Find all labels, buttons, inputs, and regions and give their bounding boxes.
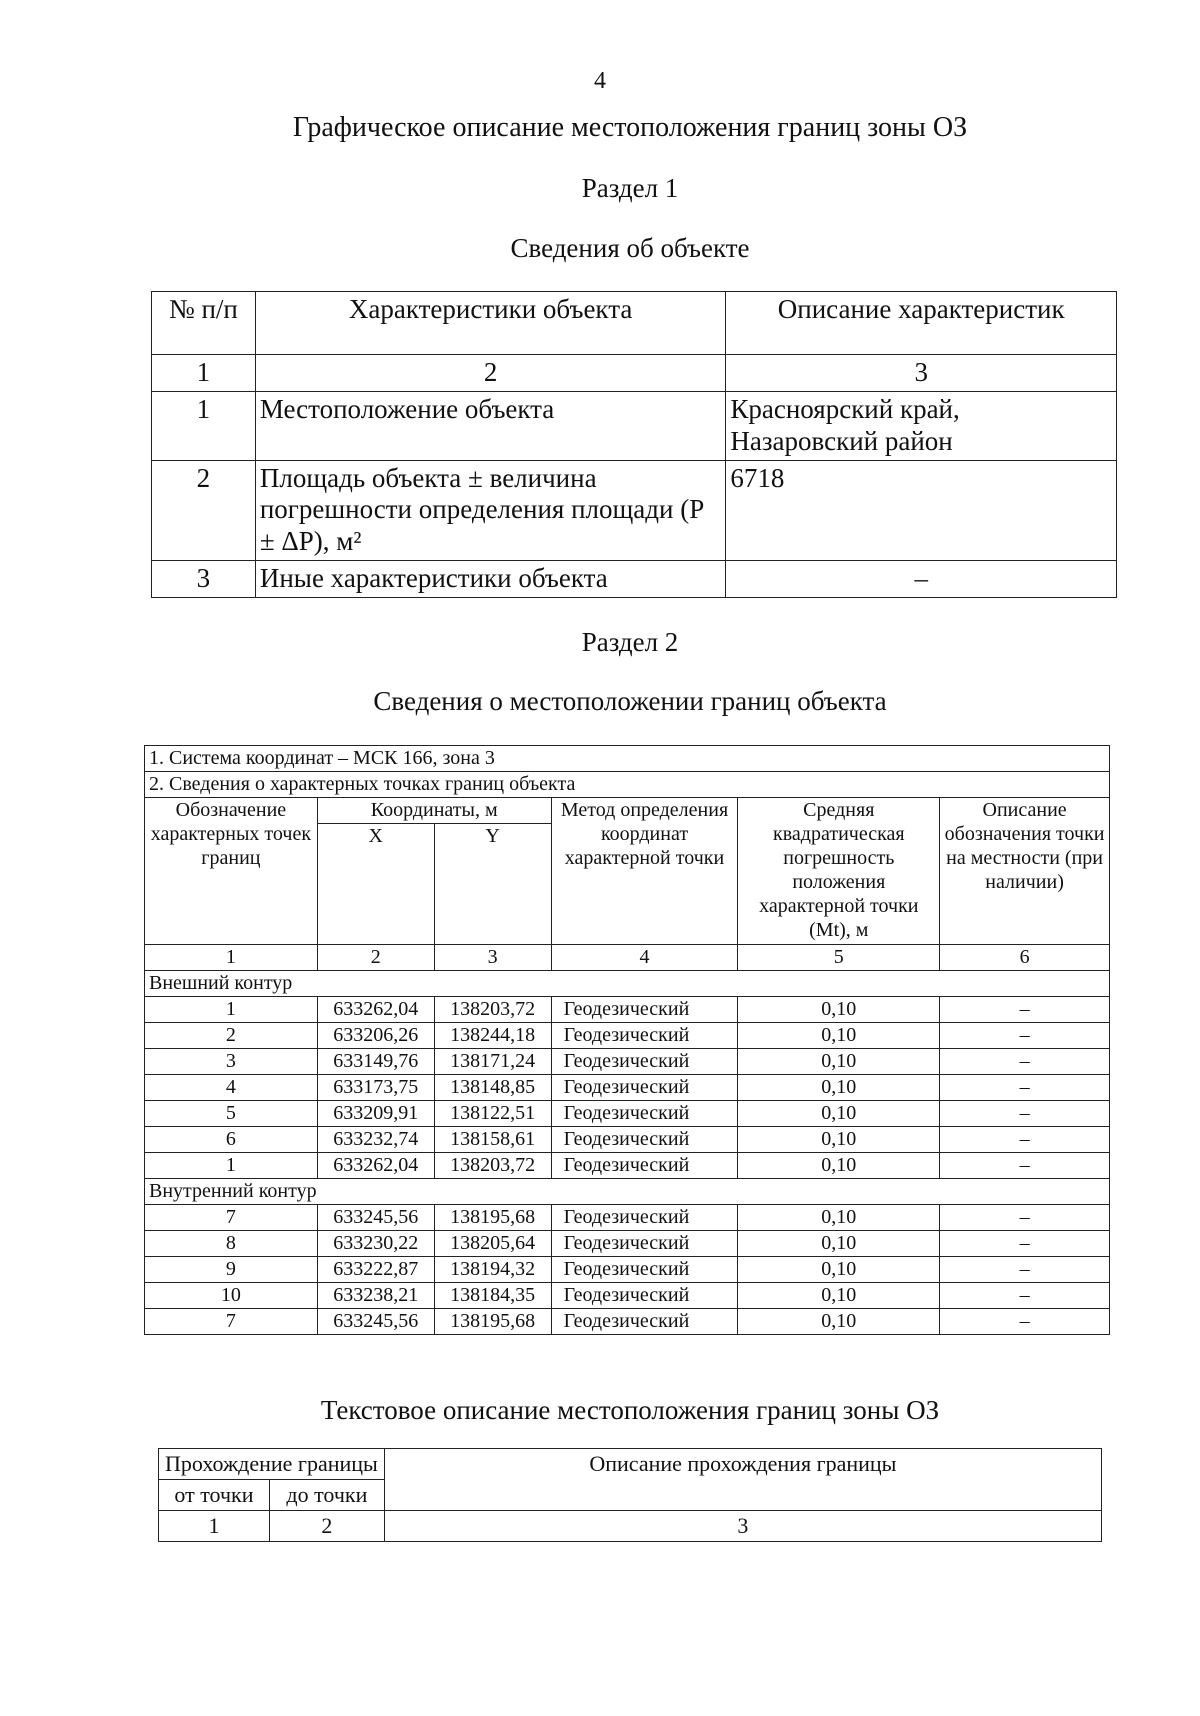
header-passage: Прохождение границы <box>159 1449 385 1480</box>
point-description: – <box>940 1023 1110 1049</box>
index-cell: 1 <box>159 1511 270 1542</box>
error: 0,10 <box>738 1283 940 1309</box>
table-row <box>145 997 1110 1023</box>
section2-title: Раздел 2 <box>581 627 679 657</box>
x-coordinate: 633245,56 <box>317 1205 434 1231</box>
y-coordinate: 138205,64 <box>434 1231 551 1257</box>
index-cell: 2 <box>317 945 434 971</box>
index-cell: 3 <box>434 945 551 971</box>
index-cell: 3 <box>384 1511 1101 1542</box>
method: Геодезический <box>551 1049 738 1075</box>
point-number: 8 <box>145 1231 318 1257</box>
y-coordinate: 138184,35 <box>434 1283 551 1309</box>
table-row <box>152 561 1117 598</box>
y-coordinate: 138195,68 <box>434 1309 551 1335</box>
header-number: № п/п <box>152 292 256 355</box>
error: 0,10 <box>738 1023 940 1049</box>
point-description: – <box>940 1309 1110 1335</box>
row-number: 3 <box>152 561 256 598</box>
header-error: Средняя квадратическая погрешность положения характерной точки (Mt), м <box>738 798 940 945</box>
boundary-text-table <box>158 1448 1102 1542</box>
index-cell: 1 <box>152 355 256 392</box>
point-number: 7 <box>145 1309 318 1335</box>
point-description: – <box>940 1049 1110 1075</box>
point-description: – <box>940 1101 1110 1127</box>
point-number: 2 <box>145 1023 318 1049</box>
point-description: – <box>940 997 1110 1023</box>
y-coordinate: 138122,51 <box>434 1101 551 1127</box>
row-number: 2 <box>152 460 256 561</box>
header-characteristics: Характеристики объекта <box>255 292 726 355</box>
error: 0,10 <box>738 997 940 1023</box>
method: Геодезический <box>551 1101 738 1127</box>
table-row <box>145 1049 1110 1075</box>
object-info-table <box>151 291 1117 598</box>
point-description: – <box>940 1283 1110 1309</box>
coords-header-row <box>145 798 1110 824</box>
error: 0,10 <box>738 1309 940 1335</box>
coordinates-table <box>144 745 1110 1335</box>
table-row <box>145 1205 1110 1231</box>
point-number: 7 <box>145 1205 318 1231</box>
point-number: 6 <box>145 1127 318 1153</box>
header-description: Описание характеристик <box>726 292 1117 355</box>
x-coordinate: 633245,56 <box>317 1309 434 1335</box>
error: 0,10 <box>738 1205 940 1231</box>
method: Геодезический <box>551 997 738 1023</box>
text-description-title: Текстовое описание местоположения границ зоны ОЗ <box>320 1395 940 1425</box>
error: 0,10 <box>738 1127 940 1153</box>
point-number: 3 <box>145 1049 318 1075</box>
header-from-point: от точки <box>159 1480 270 1511</box>
error: 0,10 <box>738 1231 940 1257</box>
index-cell: 5 <box>738 945 940 971</box>
table-row <box>152 460 1117 561</box>
header-to-point: до точки <box>269 1480 384 1511</box>
error: 0,10 <box>738 1075 940 1101</box>
y-coordinate: 138158,61 <box>434 1127 551 1153</box>
page-number: 4 <box>594 68 606 94</box>
contour-label-row <box>145 1179 1110 1205</box>
x-coordinate: 633232,74 <box>317 1127 434 1153</box>
x-coordinate: 633238,21 <box>317 1283 434 1309</box>
index-cell: 2 <box>255 355 726 392</box>
y-coordinate: 138194,32 <box>434 1257 551 1283</box>
header-x: X <box>317 824 434 945</box>
error: 0,10 <box>738 1049 940 1075</box>
section1-title: Раздел 1 <box>581 173 679 203</box>
contour-label: Внутренний контур <box>145 1179 1110 1205</box>
point-description: – <box>940 1205 1110 1231</box>
table-row <box>145 1257 1110 1283</box>
table-row <box>145 1075 1110 1101</box>
point-description: – <box>940 1075 1110 1101</box>
method: Геодезический <box>551 1023 738 1049</box>
table-row <box>145 1309 1110 1335</box>
x-coordinate: 633262,04 <box>317 997 434 1023</box>
y-coordinate: 138171,24 <box>434 1049 551 1075</box>
contour-label-row <box>145 971 1110 997</box>
y-coordinate: 138148,85 <box>434 1075 551 1101</box>
table-row <box>145 1153 1110 1179</box>
points-section-title: 2. Сведения о характерных точках границ объекта <box>145 772 1110 798</box>
row-characteristic: Площадь объекта ± величина погрешности определения площади (P ± ΔP), м² <box>255 460 726 561</box>
error: 0,10 <box>738 1257 940 1283</box>
row-description: 6718 <box>726 460 1117 561</box>
method: Геодезический <box>551 1309 738 1335</box>
error: 0,10 <box>738 1153 940 1179</box>
point-number: 1 <box>145 997 318 1023</box>
point-description: – <box>940 1231 1110 1257</box>
method: Геодезический <box>551 1283 738 1309</box>
x-coordinate: 633230,22 <box>317 1231 434 1257</box>
x-coordinate: 633173,75 <box>317 1075 434 1101</box>
point-number: 9 <box>145 1257 318 1283</box>
method: Геодезический <box>551 1205 738 1231</box>
index-cell: 1 <box>145 945 318 971</box>
points-title-row <box>145 772 1110 798</box>
x-coordinate: 633209,91 <box>317 1101 434 1127</box>
text-table-index-row <box>159 1511 1102 1542</box>
object-table-index-row <box>152 355 1117 392</box>
section1-subtitle: Сведения об объекте <box>510 233 750 263</box>
point-number: 10 <box>145 1283 318 1309</box>
y-coordinate: 138244,18 <box>434 1023 551 1049</box>
table-row <box>145 1023 1110 1049</box>
text-table-header <box>159 1449 1102 1480</box>
header-point: Обозначение характерных точек границ <box>145 798 318 945</box>
x-coordinate: 633206,26 <box>317 1023 434 1049</box>
x-coordinate: 633262,04 <box>317 1153 434 1179</box>
document-title: Графическое описание местоположения границ зоны ОЗ <box>292 112 968 143</box>
index-cell: 6 <box>940 945 1110 971</box>
section2-subtitle: Сведения о местоположении границ объекта <box>373 686 887 716</box>
row-description: Красноярский край, Назаровский район <box>726 391 1117 460</box>
method: Геодезический <box>551 1153 738 1179</box>
header-passage-description: Описание прохождения границы <box>384 1449 1101 1511</box>
y-coordinate: 138203,72 <box>434 997 551 1023</box>
point-number: 1 <box>145 1153 318 1179</box>
table-row <box>152 391 1117 460</box>
point-description: – <box>940 1257 1110 1283</box>
error: 0,10 <box>738 1101 940 1127</box>
point-number: 4 <box>145 1075 318 1101</box>
coord-system-row <box>145 746 1110 772</box>
header-point-description: Описание обозначения точки на местности (при наличии) <box>940 798 1110 945</box>
y-coordinate: 138203,72 <box>434 1153 551 1179</box>
header-coordinates: Координаты, м <box>317 798 551 824</box>
index-cell: 3 <box>726 355 1117 392</box>
method: Геодезический <box>551 1127 738 1153</box>
method: Геодезический <box>551 1257 738 1283</box>
method: Геодезический <box>551 1231 738 1257</box>
point-description: – <box>940 1127 1110 1153</box>
row-description: – <box>726 561 1117 598</box>
point-number: 5 <box>145 1101 318 1127</box>
coords-index-row <box>145 945 1110 971</box>
method: Геодезический <box>551 1075 738 1101</box>
header-y: Y <box>434 824 551 945</box>
coordinate-system: 1. Система координат – МСК 166, зона 3 <box>145 746 1110 772</box>
row-characteristic: Местоположение объекта <box>255 391 726 460</box>
table-row <box>145 1231 1110 1257</box>
row-characteristic: Иные характеристики объекта <box>255 561 726 598</box>
table-row <box>145 1101 1110 1127</box>
index-cell: 2 <box>269 1511 384 1542</box>
object-table-header <box>152 292 1117 355</box>
x-coordinate: 633222,87 <box>317 1257 434 1283</box>
row-number: 1 <box>152 391 256 460</box>
point-description: – <box>940 1153 1110 1179</box>
x-coordinate: 633149,76 <box>317 1049 434 1075</box>
index-cell: 4 <box>551 945 738 971</box>
header-method: Метод определения координат характерной точки <box>551 798 738 945</box>
table-row <box>145 1283 1110 1309</box>
y-coordinate: 138195,68 <box>434 1205 551 1231</box>
table-row <box>145 1127 1110 1153</box>
contour-label: Внешний контур <box>145 971 1110 997</box>
